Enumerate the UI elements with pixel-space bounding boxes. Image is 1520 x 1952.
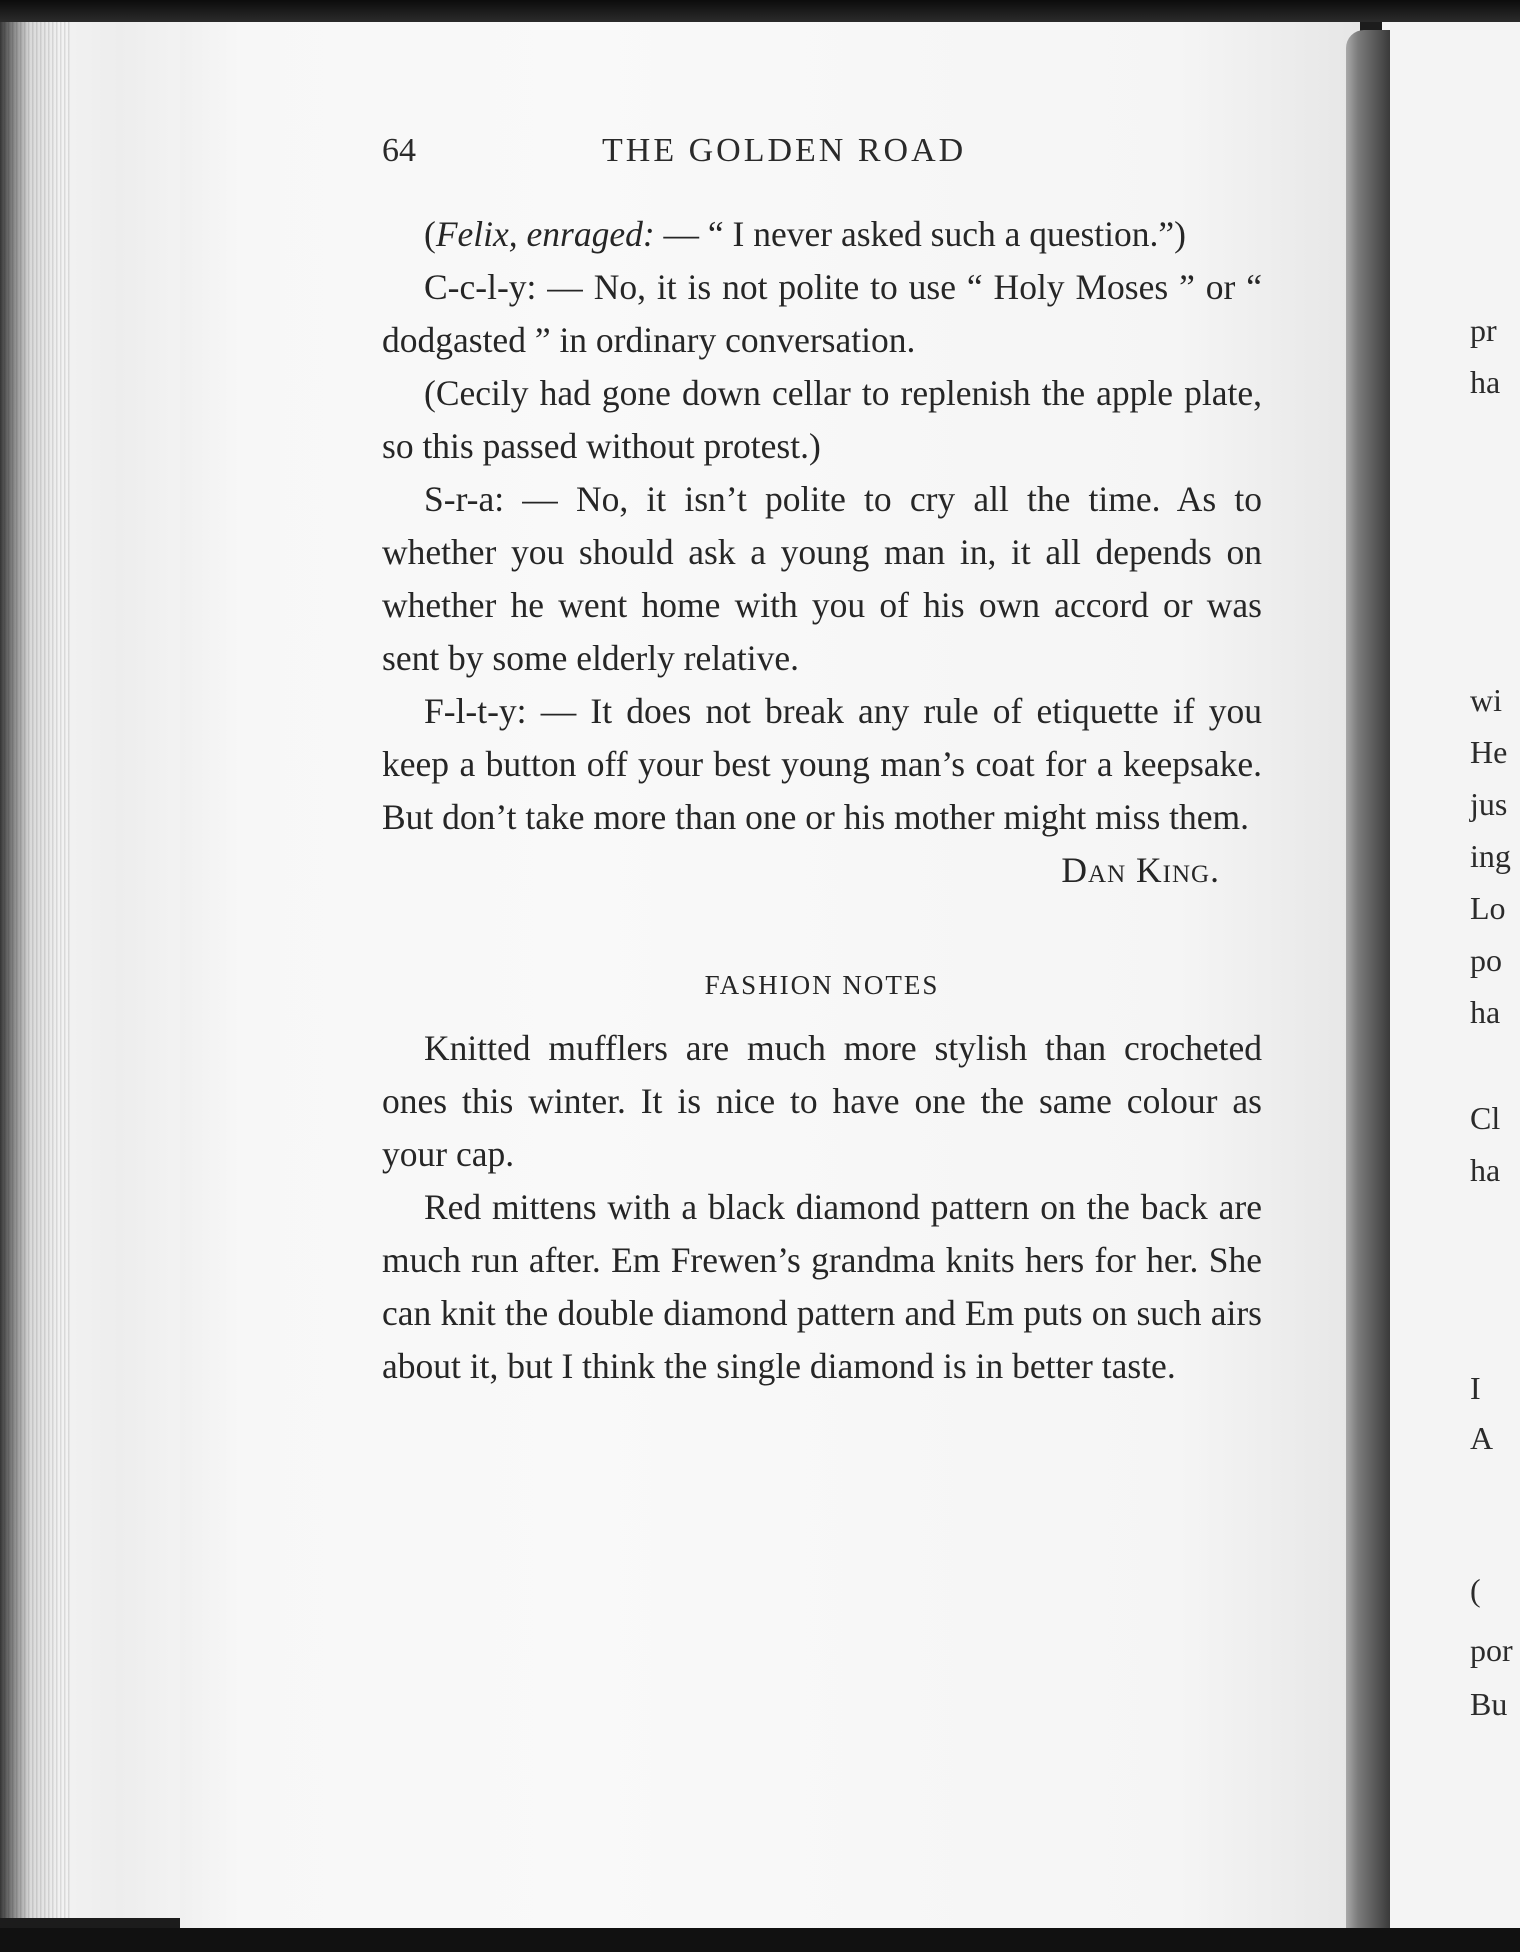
next-page-fragment: I: [1470, 1370, 1481, 1406]
paragraph-cecily-answer: C-c-l-y: — No, it is not polite to use “ Holy Moses ” or “ dodgasted ” in ordinary conversation.: [382, 267, 1262, 360]
next-page-fragment: por: [1470, 1632, 1513, 1668]
paragraph-felix-open: (: [424, 214, 436, 254]
paragraph-felix-text: — “ I never asked such a question.”): [654, 214, 1186, 254]
page-body: [382, 208, 1262, 1393]
next-page-fragment: Lo: [1470, 890, 1506, 926]
top-shadow: [0, 0, 1520, 22]
signature: Dan King.: [1061, 850, 1220, 890]
running-head: THE GOLDEN ROAD: [602, 132, 967, 169]
next-page-fragment: pr: [1470, 312, 1497, 348]
book-gutter: [1346, 30, 1390, 1930]
next-page-fragment: Bu: [1470, 1686, 1508, 1722]
next-page-fragment: ha: [1470, 1152, 1501, 1188]
next-page-fragment: (: [1470, 1572, 1481, 1608]
next-page-fragment: jus: [1470, 786, 1508, 822]
next-page-fragment: po: [1470, 942, 1502, 978]
next-page-fragment: ha: [1470, 364, 1501, 400]
paragraph-mittens: Red mittens with a black diamond pattern on the back are much run after. Em Frewen’s grandma knits hers for her. She can knit the double diamond pattern and Em puts on such airs about it, but I think the single diamond is in better taste.: [382, 1187, 1262, 1386]
page-number: 64: [382, 132, 416, 169]
page-stack-edges: [0, 18, 70, 1918]
next-page-fragment: ha: [1470, 994, 1501, 1030]
next-page-fragment: He: [1470, 734, 1508, 770]
next-page-fragment: ing: [1470, 838, 1511, 874]
next-page-fragment: A: [1470, 1420, 1494, 1456]
paragraph-felicity-answer: F-l-t-y: — It does not break any rule of etiquette if you keep a button off your best young man’s coat for a keepsake. But don’t take more than one or his mother might miss them.: [382, 691, 1262, 837]
next-page-fragment: wi: [1470, 682, 1502, 718]
section-heading: FASHION NOTES: [704, 970, 940, 1000]
paragraph-sara-answer: S-r-a: — No, it isn’t polite to cry all the time. As to whether you should ask a young man in, it all depends on whether he went home with you of his own accord or was sent by some elderly relative.: [382, 479, 1262, 678]
paragraph-felix: [382, 208, 1262, 261]
next-page-fragment: Cl: [1470, 1100, 1501, 1136]
page-header: [382, 128, 1262, 178]
bottom-shadow: [0, 1928, 1520, 1952]
paragraph-felix-speaker: Felix, enraged:: [435, 214, 655, 254]
paragraph-cecily-note: (Cecily had gone down cellar to replenish the apple plate, so this passed without protest.): [382, 373, 1262, 466]
paragraph-mufflers: Knitted mufflers are much more stylish than crocheted ones this winter. It is nice to have one the same colour as your cap.: [382, 1028, 1262, 1174]
